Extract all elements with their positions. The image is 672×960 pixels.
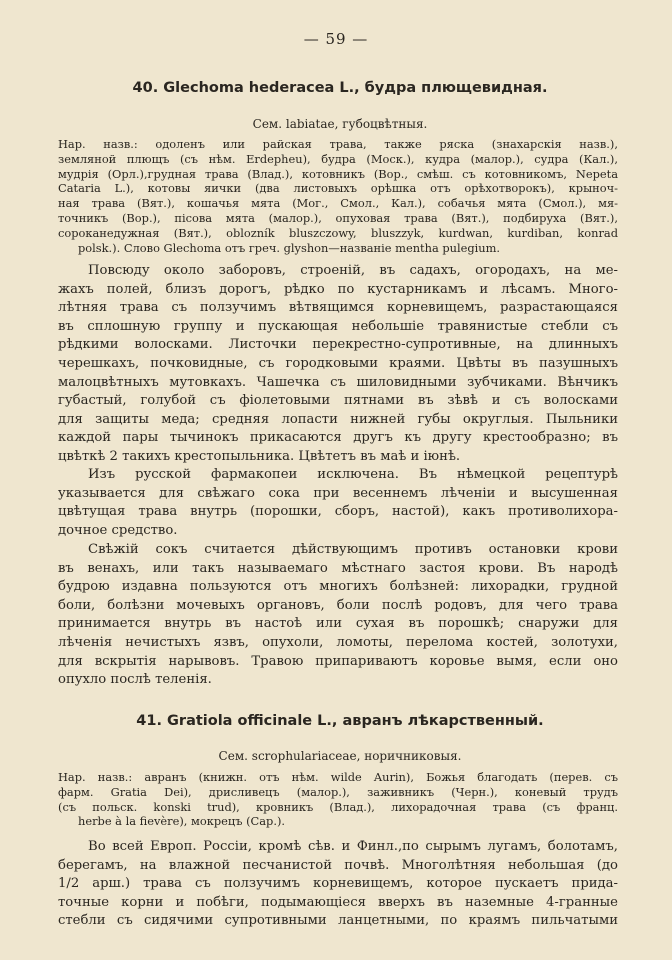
names-line: Нар. назв.: авранъ (книжн. отъ нѣм. wilde Aurin), Божья благодать (перев. съ xyxy=(58,770,618,784)
text-line: цвѣтущая трава внутрь (порошки, сборъ, настой), какъ противолихора- xyxy=(58,504,618,520)
names-line: (съ польск. konski trud), кровникъ (Влад.), лихорадочная трава (съ франц. xyxy=(58,799,618,814)
text-line: принимается внутрь въ настоѣ или сухая въ порошкѣ; снаружи для xyxy=(58,616,618,632)
page-number: — 59 — xyxy=(303,30,369,48)
text-line: стебли съ сидячими супротивными ланцетными, по краямъ пильчатыми xyxy=(58,913,618,929)
text-line: дочное средство. xyxy=(58,522,178,538)
text-line: губастый, голубой съ фіолетовыми пятнами въ зѣвѣ и съ волосками xyxy=(58,393,618,409)
text-line: для вскрытія нарывовъ. Травою припариваютъ коровье вымя, если оно xyxy=(58,653,618,669)
text-line: Изъ русской фармакопеи исключена. Въ нѣмецкой рецептурѣ xyxy=(88,467,618,482)
popular-names-block xyxy=(58,137,618,255)
text-line: боли, болѣзни мочевыхъ органовъ, боли послѣ родовъ, для чего трава xyxy=(58,597,618,613)
text-line: указывается для свѣжаго сока при весеннемъ лѣченіи и высушенная xyxy=(58,485,618,501)
text-line: Повсюду около заборовъ, строеній, въ садахъ, огородахъ, на ме- xyxy=(88,263,618,278)
text-line: лѣтняя трава съ ползучимъ вѣтвящимся корневищемъ, разрастающаяся xyxy=(58,300,618,316)
text-line: для защиты меда; средняя лопасти нижней губы округлыя. Пыльники xyxy=(58,411,618,427)
family-line: Сем. scrophulariaceae, норичниковыя. xyxy=(218,749,462,763)
paragraph xyxy=(58,838,618,931)
text-line: цвѣткѣ 2 такихъ крестопыльника. Цвѣтетъ въ маѣ и іюнѣ. xyxy=(58,448,461,464)
family-line: Сем. labiatae, губоцвѣтныя. xyxy=(252,117,428,131)
names-line: точникъ (Вор.), пісова мята (малор.), опуховая трава (Вят.), подбируха (Вят.), xyxy=(58,210,618,225)
text-line: каждой пары тычинокъ прикасаются другъ къ другу крестообразно; въ xyxy=(58,430,618,446)
text-line: будрою издавна пользуются отъ многихъ болѣзней: лихорадки, грудной xyxy=(58,579,618,595)
text-line: черешкахъ, почковидные, съ городковыми краями. Цвѣты въ пазушныхъ xyxy=(58,355,618,371)
section-heading: 41. Gratiola officinale L., авранъ лѣкарственный. xyxy=(136,713,544,729)
names-line: Нар. назв.: одоленъ или райская трава, также ряска (знахарскія назв.), xyxy=(58,137,618,151)
names-line: polsk.). Слово Glechoma отъ греч. glyshon—названіе mentha pulegium. xyxy=(78,240,501,255)
text-line: рѣдкими волосками. Листочки перекрестно-супротивные, на длинныхъ xyxy=(58,337,618,353)
names-line: фарм. Gratia Dei), дрисливецъ (малор.), заживникъ (Черн.), коневый трудъ xyxy=(58,784,618,799)
text-line: малоцвѣтныхъ мутовкахъ. Чашечка съ шиловидными зубчиками. Вѣнчикъ xyxy=(58,374,618,390)
text-line: берегамъ, на влажной песчанистой почвѣ. Многолѣтняя небольшая (до xyxy=(58,857,618,873)
text-line: лѣченія нечистыхъ язвъ, опухоли, ломоты, перелома костей, золотухи, xyxy=(58,634,618,650)
names-line: сороканедужная (Вят.), oblozník bluszczowy, bluszzyk, kurdwan, kurdiban, konrad xyxy=(58,225,618,240)
names-line: земляной плющъ (съ нѣм. Erdepheu), будра (Моск.), кудра (малор.), судра (Кал.), xyxy=(58,151,618,166)
names-line: ная трава (Вят.), кошачья мята (Мог., Смол., Кал.), собачья мята (Смол.), мя- xyxy=(58,196,618,211)
text-line: въ венахъ, или такъ называемаго мѣстнаго застоя крови. Въ народѣ xyxy=(58,560,618,576)
text-line: въ сплошную группу и пускающая небольшіе травянистые стебли съ xyxy=(58,318,618,334)
section-heading: 40. Glechoma hederacea L., будра плющевидная. xyxy=(132,80,548,96)
names-line: Cataria L.), котовы яички (два листовыхъ орѣшка отъ орѣхотворокъ), крыноч- xyxy=(58,181,618,196)
paragraph xyxy=(58,466,618,540)
text-line: опухло послѣ теленія. xyxy=(58,672,212,688)
text-line: точные корни и побѣги, подымающіеся вверхъ въ наземные 4-гранные xyxy=(58,894,618,910)
names-line: мудрія (Орл.),грудная трава (Влад.), котовникъ (Вор., смѣш. съ котовникомъ, Nepeta xyxy=(58,166,618,181)
paragraph xyxy=(58,541,618,690)
text-line: Во всей Европ. Россіи, кромѣ сѣв. и Финл.,по сырымъ лугамъ, болотамъ, xyxy=(88,839,618,854)
paragraph xyxy=(58,262,618,467)
text-line: Свѣжій сокъ считается дѣйствующимъ противъ остановки крови xyxy=(88,542,618,557)
popular-names-block xyxy=(58,770,618,829)
names-line: herbe à la fievère), мокрецъ (Сар.). xyxy=(78,814,286,829)
text-line: жахъ полей, близъ дорогъ, рѣдко по кустарникамъ и лѣсамъ. Много- xyxy=(58,281,618,297)
text-line: 1/2 арш.) трава съ ползучимъ корневищемъ, которое пускаетъ прида- xyxy=(58,876,618,892)
